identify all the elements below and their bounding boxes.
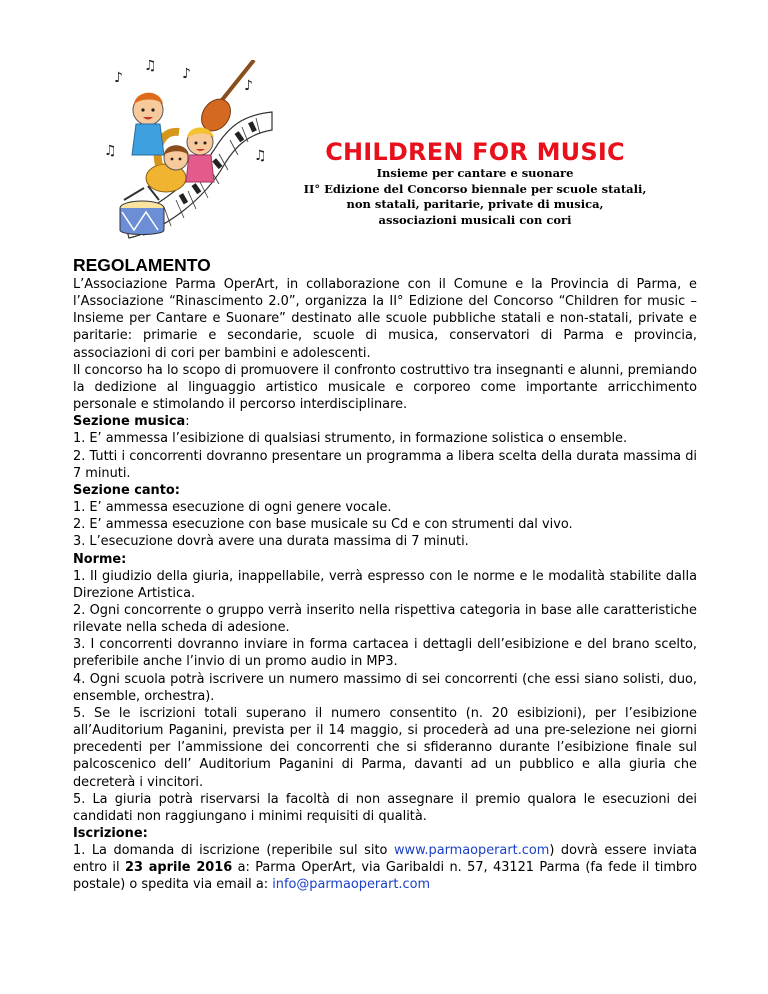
norme-item-3: 3. I concorrenti dovranno inviare in forma cartacea i dettagli dell’esibizione e del brano scelto, preferibile anche l’invio di un promo audio in MP3. xyxy=(73,637,697,670)
svg-text:♫: ♫ xyxy=(254,148,267,164)
subtitle-line-2: II° Edizione del Concorso biennale per scuole statali, xyxy=(303,181,647,196)
regulation-body xyxy=(73,276,697,894)
svg-text:♪: ♪ xyxy=(182,66,191,82)
iscrizione-item-1 xyxy=(73,842,697,893)
norme-item-4: 4. Ogni scuola potrà iscrivere un numero massimo di sei concorrenti (che essi siano solisti, duo, ensemble, orchestra). xyxy=(73,671,697,704)
norme-item-2: 2. Ogni concorrente o gruppo verrà inserito nella rispettiva categoria in base alle caratteristiche rilevate nella scheda di adesione. xyxy=(73,602,697,636)
canto-item-3: 3. L’esecuzione dovrà avere una durata massima di 7 minuti. xyxy=(73,534,469,550)
norme-heading: Norme: xyxy=(73,551,127,567)
iscrizione-text-1: 1. La domanda di iscrizione (reperibile sul sito xyxy=(73,843,394,859)
iscrizione-heading: Iscrizione: xyxy=(73,826,148,841)
sezione-musica-heading xyxy=(73,413,697,430)
subtitle-line-4: associazioni musicali con cori xyxy=(378,212,572,227)
subtitle-line-3: non statali, paritarie, private di musica, xyxy=(346,197,604,211)
deadline-date: 23 aprile 2016 xyxy=(124,860,233,876)
svg-text:♫: ♫ xyxy=(104,143,117,159)
sezione-musica-colon: : xyxy=(185,414,190,430)
svg-text:♪: ♪ xyxy=(114,70,123,86)
musica-item-2: 2. Tutti i concorrenti dovranno presentare un programma a libera scelta della durata massima di 7 minuti. xyxy=(73,448,697,481)
svg-text:♫: ♫ xyxy=(144,60,157,74)
iscrizione-text-3: a: Parma OperArt, via Garibaldi n. 57, 43121 Parma (fa fede il timbro postale) o spedita via email a: xyxy=(73,860,698,893)
norme-item-5: 5. Se le iscrizioni totali superano il numero consentito (n. 20 esibizioni), per l’esibizione all’Auditorium Paganini, prevista per il 14 maggio, si procederà ad una pre-selezione nei giorni precedenti per l’ammissione dei concorrenti che si sfideranno durante l’esibizione finale sul palcoscenico dell’ Auditorium Paganini di Parma, davanti ad un pubblico e alla giuria che decreterà i vincitori. xyxy=(73,705,697,790)
email-link[interactable]: info@parmaoperart.com xyxy=(272,877,431,893)
musica-item-1: 1. E’ ammessa l’esibizione di qualsiasi strumento, in formazione solistica o ensemble. xyxy=(73,431,628,447)
sezione-canto-heading: Sezione canto: xyxy=(73,482,180,498)
intro-paragraph-1: L’Associazione Parma OperArt, in collaborazione con il Comune e la Provincia di Parma, e l’Associazione “Rinascimento 2.0”, organizza la II° Edizione del Concorso “Children for music – Insieme per Cantare e Suonare” destinato alle scuole pubbliche statali e non-statali, private e paritarie: primarie e secondarie, scuole di musica, conservatori di Parma e provincia, associazioni di cori per bambini e adolescenti. xyxy=(73,277,697,361)
iscrizione-text-2: ) dovrà essere inviata entro il xyxy=(73,843,697,876)
section-heading-regolamento: REGOLAMENTO xyxy=(73,255,211,275)
canto-item-2: 2. E’ ammessa esecuzione con base musicale su Cd e con strumenti dal vivo. xyxy=(73,517,573,533)
canto-item-1: 1. E’ ammessa esecuzione di ogni genere vocale. xyxy=(73,500,392,516)
document-title: CHILDREN FOR MUSIC xyxy=(325,138,625,166)
website-link[interactable]: www.parmaoperart.com xyxy=(393,843,550,859)
subtitle-line-1: Insieme per cantare e suonare xyxy=(376,166,574,180)
document-header xyxy=(270,138,680,228)
children-music-illustration xyxy=(104,60,274,240)
norme-item-6: 5. La giuria potrà riservarsi la facoltà di non assegnare il premio qualora le esecuzioni dei candidati non raggiungano i minimi requisiti di qualità. xyxy=(73,791,697,824)
norme-item-1: 1. Il giudizio della giuria, inappellabile, verrà espresso con le norme e le modalità stabilite dalla Direzione Artistica. xyxy=(73,568,697,601)
svg-text:♪: ♪ xyxy=(244,78,253,94)
intro-paragraph-2: Il concorso ha lo scopo di promuovere il confronto costruttivo tra insegnanti e alunni, premiando la dedizione al linguaggio artistico musicale e corporeo come importante arricchimento personale e stimolando il percorso interdisciplinare. xyxy=(73,362,697,413)
sezione-musica-title: Sezione musica xyxy=(73,414,186,430)
